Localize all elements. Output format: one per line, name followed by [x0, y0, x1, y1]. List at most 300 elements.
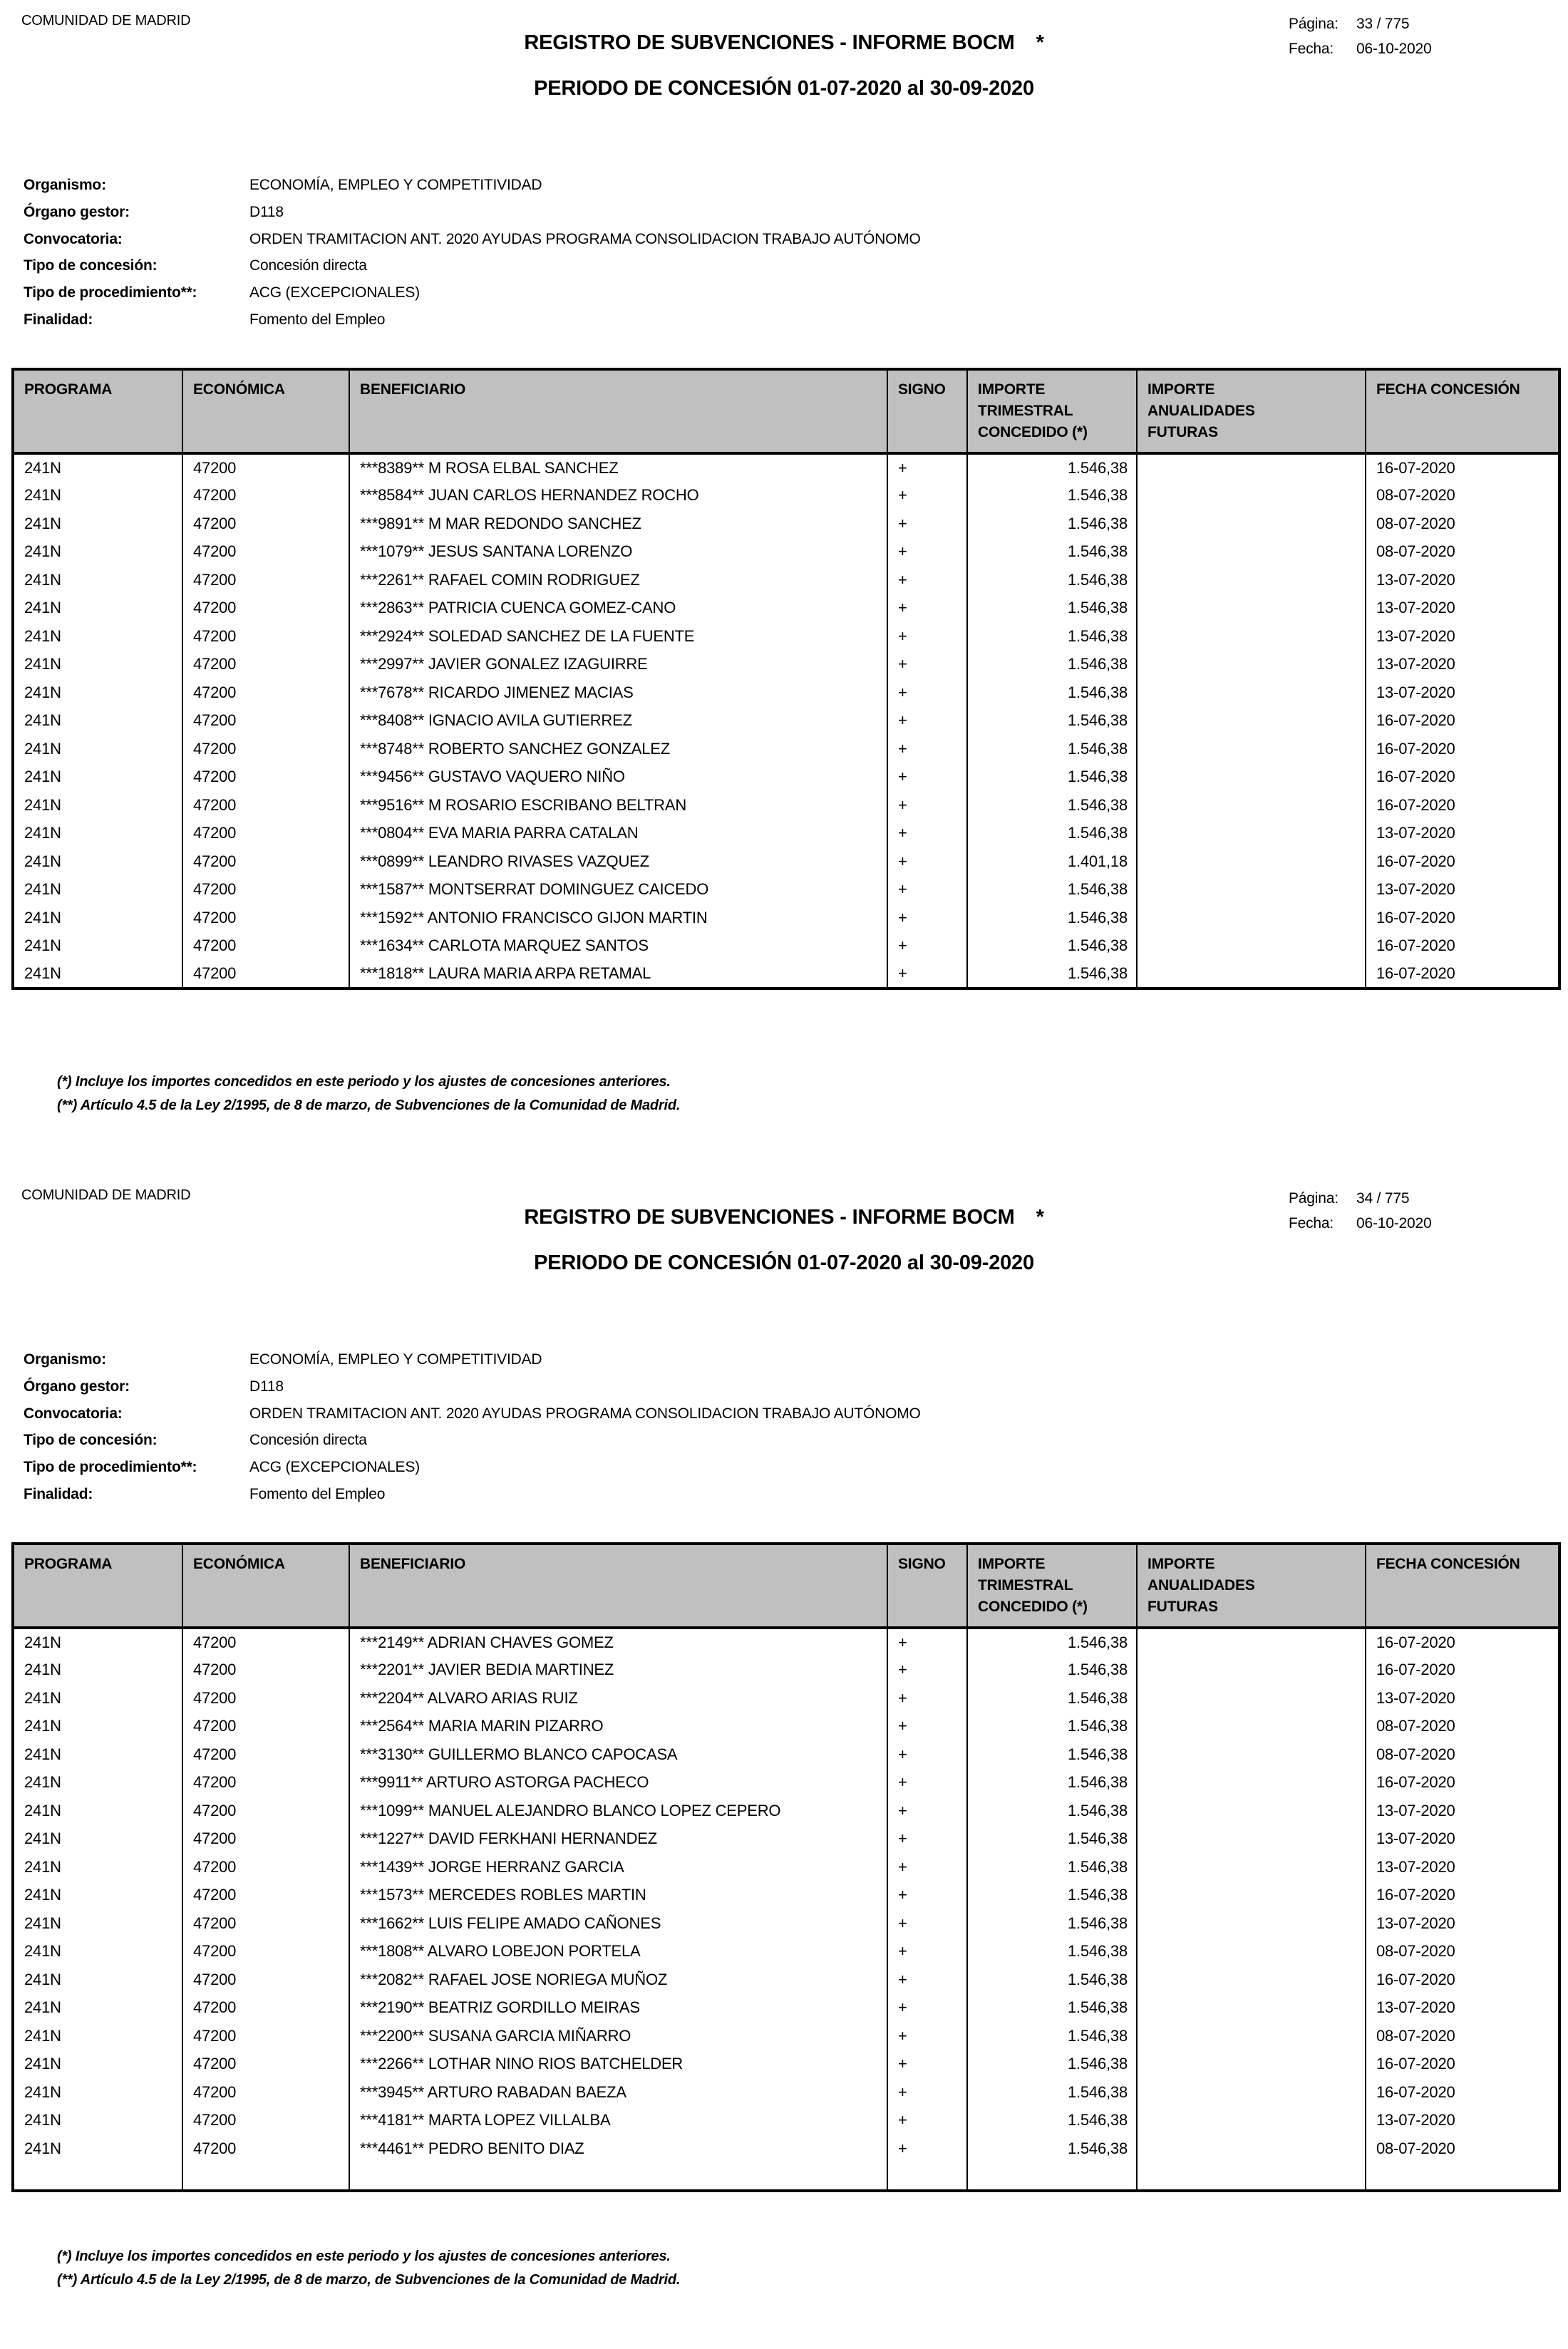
cell-fecha: 16-07-2020: [1366, 1769, 1559, 1797]
cell-importe: 1.546,38: [967, 1966, 1137, 1994]
cell-importe: 1.546,38: [967, 2022, 1137, 2050]
table-row: [13, 707, 1559, 735]
cell-anualidades: [1137, 538, 1366, 567]
cell-importe: 1.546,38: [967, 1684, 1137, 1713]
cell-anualidades: [1137, 707, 1366, 735]
cell-programa: 241N: [24, 1914, 61, 1932]
table-row: [13, 791, 1559, 820]
meta-value: ECONOMÍA, EMPLEO Y COMPETITIVIDAD: [249, 1351, 542, 1368]
cell-beneficiario: ***2997** JAVIER GONALEZ IZAGUIRRE: [349, 651, 887, 679]
table-row: [13, 2107, 1559, 2135]
cell-importe: 1.546,38: [967, 1628, 1137, 1656]
cell-importe: 1.546,38: [967, 2050, 1137, 2079]
cell-beneficiario: ***2201** JAVIER BEDIA MARTINEZ: [349, 1656, 887, 1685]
cell-programa: 241N: [24, 768, 61, 786]
cell-beneficiario: ***2200** SUSANA GARCIA MIÑARRO: [349, 2022, 887, 2050]
column-header-importe-trimestral: IMPORTE TRIMESTRAL CONCEDIDO (*): [967, 369, 1137, 453]
cell-fecha: 16-07-2020: [1366, 904, 1559, 932]
cell-fecha: 16-07-2020: [1366, 707, 1559, 735]
cell-signo: +: [887, 1740, 967, 1769]
meta-value: ACG (EXCEPCIONALES): [249, 284, 420, 301]
page-number-label: Página:: [1289, 1190, 1339, 1207]
cell-programa: 241N: [24, 1745, 61, 1763]
cell-beneficiario: ***1592** ANTONIO FRANCISCO GIJON MARTIN: [349, 904, 887, 932]
cell-beneficiario: ***2924** SOLEDAD SANCHEZ DE LA FUENTE: [349, 622, 887, 651]
table-row: [13, 678, 1559, 707]
cell-economica: 47200: [182, 2078, 349, 2107]
cell-signo: +: [887, 1684, 967, 1713]
table-row: [13, 1825, 1559, 1854]
cell-programa: 241N: [24, 908, 61, 926]
cell-programa: 241N: [24, 2111, 61, 2129]
cell-signo: +: [887, 1825, 967, 1854]
cell-fecha: 16-07-2020: [1366, 847, 1559, 876]
meta-value: Concesión directa: [249, 1432, 367, 1449]
cell-anualidades: [1137, 1825, 1366, 1854]
cell-importe: 1.546,38: [967, 594, 1137, 623]
cell-economica: 47200: [182, 707, 349, 735]
cell-anualidades: [1137, 1740, 1366, 1769]
cell-economica: 47200: [182, 1909, 349, 1938]
grants-table: [11, 368, 1561, 990]
meta-row-organismo: [24, 1351, 921, 1378]
cell-programa: 241N: [24, 852, 61, 870]
cell-beneficiario: ***1662** LUIS FELIPE AMADO CAÑONES: [349, 1909, 887, 1938]
footnotes: [57, 1070, 680, 1117]
cell-signo: +: [887, 510, 967, 538]
table-row: [13, 1994, 1559, 2023]
cell-fecha: 13-07-2020: [1366, 651, 1559, 679]
cell-economica: 47200: [182, 2107, 349, 2135]
cell-economica: [182, 2163, 349, 2191]
cell-signo: +: [887, 847, 967, 876]
cell-anualidades: [1137, 2134, 1366, 2163]
cell-fecha: 13-07-2020: [1366, 2107, 1559, 2135]
cell-fecha: 08-07-2020: [1366, 482, 1559, 510]
cell-programa: 241N: [24, 1857, 61, 1876]
cell-economica: 47200: [182, 791, 349, 820]
cell-importe: 1.546,38: [967, 2134, 1137, 2163]
table-row: [13, 1628, 1559, 1656]
meta-row-tipo-procedimiento: [24, 284, 921, 311]
table-row: [13, 1656, 1559, 1685]
cell-programa: 241N: [24, 655, 61, 673]
title-asterisk: *: [1036, 1206, 1044, 1229]
table-row: [13, 1797, 1559, 1825]
cell-economica: 47200: [182, 2022, 349, 2050]
cell-importe: 1.546,38: [967, 904, 1137, 932]
cell-signo: +: [887, 678, 967, 707]
org-name: COMUNIDAD DE MADRID: [21, 1187, 191, 1203]
table-row: [13, 960, 1559, 988]
column-header-signo: SIGNO: [887, 369, 967, 453]
cell-fecha: 13-07-2020: [1366, 594, 1559, 623]
cell-fecha: 08-07-2020: [1366, 2022, 1559, 2050]
cell-beneficiario: ***0804** EVA MARIA PARRA CATALAN: [349, 820, 887, 848]
cell-fecha: 08-07-2020: [1366, 1713, 1559, 1741]
cell-anualidades: [1137, 1994, 1366, 2023]
meta-label: Órgano gestor:: [24, 1378, 130, 1395]
cell-anualidades: [1137, 1966, 1366, 1994]
table-row: [13, 538, 1559, 567]
cell-importe: 1.546,38: [967, 791, 1137, 820]
cell-signo: +: [887, 2022, 967, 2050]
cell-importe: 1.546,38: [967, 538, 1137, 567]
cell-programa: 241N: [24, 570, 61, 589]
cell-signo: +: [887, 1938, 967, 1966]
table-row: [13, 904, 1559, 932]
cell-signo: +: [887, 1656, 967, 1685]
cell-signo: +: [887, 1881, 967, 1910]
cell-anualidades: [1137, 594, 1366, 623]
column-header-beneficiario: BENEFICIARIO: [349, 1544, 887, 1628]
cell-programa: 241N: [24, 1661, 61, 1679]
cell-fecha: 08-07-2020: [1366, 1938, 1559, 1966]
cell-fecha: 16-07-2020: [1366, 763, 1559, 792]
cell-beneficiario: ***1587** MONTSERRAT DOMINGUEZ CAICEDO: [349, 876, 887, 904]
cell-beneficiario: ***4181** MARTA LOPEZ VILLALBA: [349, 2107, 887, 2135]
cell-fecha: 13-07-2020: [1366, 1684, 1559, 1713]
cell-beneficiario: ***1079** JESUS SANTANA LORENZO: [349, 538, 887, 567]
cell-signo: +: [887, 1797, 967, 1825]
cell-beneficiario: ***9911** ARTURO ASTORGA PACHECO: [349, 1769, 887, 1797]
cell-signo: +: [887, 482, 967, 510]
table-row: [13, 820, 1559, 848]
cell-signo: +: [887, 1853, 967, 1881]
cell-fecha: 16-07-2020: [1366, 735, 1559, 763]
footnotes: [57, 2245, 680, 2292]
meta-row-organo-gestor: [24, 1378, 921, 1405]
cell-fecha: 08-07-2020: [1366, 510, 1559, 538]
cell-beneficiario: ***8584** JUAN CARLOS HERNANDEZ ROCHO: [349, 482, 887, 510]
cell-programa: 241N: [24, 2055, 61, 2073]
cell-importe: 1.546,38: [967, 510, 1137, 538]
column-header-economica: ECONÓMICA: [182, 369, 349, 453]
cell-economica: 47200: [182, 622, 349, 651]
cell-programa: 241N: [24, 1829, 61, 1848]
cell-economica: 47200: [182, 482, 349, 510]
cell-anualidades: [1137, 510, 1366, 538]
cell-importe: 1.546,38: [967, 1656, 1137, 1685]
cell-anualidades: [1137, 2050, 1366, 2079]
cell-anualidades: [1137, 876, 1366, 904]
cell-signo: +: [887, 960, 967, 988]
cell-beneficiario: [349, 2163, 887, 2191]
cell-beneficiario: ***1808** ALVARO LOBEJON PORTELA: [349, 1938, 887, 1966]
cell-signo: +: [887, 622, 967, 651]
cell-economica: 47200: [182, 1994, 349, 2023]
cell-fecha: 16-07-2020: [1366, 1881, 1559, 1910]
table-row: [13, 2022, 1559, 2050]
cell-programa: 241N: [24, 2139, 61, 2157]
cell-fecha: 13-07-2020: [1366, 1853, 1559, 1881]
cell-economica: 47200: [182, 1656, 349, 1685]
cell-programa: 241N: [24, 936, 61, 955]
meta-label: Finalidad:: [24, 311, 93, 328]
cell-anualidades: [1137, 763, 1366, 792]
meta-value: D118: [249, 1378, 284, 1395]
cell-beneficiario: ***8408** IGNACIO AVILA GUTIERREZ: [349, 707, 887, 735]
cell-signo: +: [887, 1628, 967, 1656]
cell-programa: 241N: [24, 1773, 61, 1792]
meta-row-organo-gestor: [24, 204, 921, 231]
cell-anualidades: [1137, 1909, 1366, 1938]
cell-anualidades: [1137, 1797, 1366, 1825]
table-row: [13, 2078, 1559, 2107]
cell-economica: 47200: [182, 1740, 349, 1769]
cell-anualidades: [1137, 1881, 1366, 1910]
cell-economica: 47200: [182, 904, 349, 932]
meta-value: ECONOMÍA, EMPLEO Y COMPETITIVIDAD: [249, 177, 542, 193]
cell-anualidades: [1137, 847, 1366, 876]
cell-anualidades: [1137, 651, 1366, 679]
cell-anualidades: [1137, 904, 1366, 932]
cell-anualidades: [1137, 960, 1366, 988]
cell-signo: +: [887, 735, 967, 763]
column-header-beneficiario: BENEFICIARIO: [349, 369, 887, 453]
cell-economica: 47200: [182, 960, 349, 988]
cell-importe: 1.546,38: [967, 2107, 1137, 2135]
table-row: [13, 2134, 1559, 2163]
cell-economica: 47200: [182, 678, 349, 707]
cell-beneficiario: ***1818** LAURA MARIA ARPA RETAMAL: [349, 960, 887, 988]
cell-importe: 1.546,38: [967, 1825, 1137, 1854]
table-row: [13, 847, 1559, 876]
cell-anualidades: [1137, 453, 1366, 482]
table-header-row: [13, 369, 1559, 453]
cell-beneficiario: ***4461** PEDRO BENITO DIAZ: [349, 2134, 887, 2163]
cell-beneficiario: ***9891** M MAR REDONDO SANCHEZ: [349, 510, 887, 538]
cell-anualidades: [1137, 1684, 1366, 1713]
metadata-block: [24, 1351, 921, 1513]
cell-programa: 241N: [24, 2082, 61, 2101]
cell-programa: 241N: [24, 683, 61, 701]
cell-signo: [887, 2163, 967, 2191]
report-page-33: [0, 0, 1568, 1174]
cell-anualidades: [1137, 1628, 1366, 1656]
cell-programa: 241N: [24, 1801, 61, 1819]
footnote-1: (*) Incluye los importes concedidos en este periodo y los ajustes de concesiones anteriores.: [57, 2249, 671, 2264]
cell-beneficiario: ***8748** ROBERTO SANCHEZ GONZALEZ: [349, 735, 887, 763]
cell-fecha: 13-07-2020: [1366, 622, 1559, 651]
cell-signo: +: [887, 566, 967, 594]
cell-importe: 1.546,38: [967, 1909, 1137, 1938]
cell-fecha: 13-07-2020: [1366, 566, 1559, 594]
cell-fecha: 16-07-2020: [1366, 960, 1559, 988]
cell-economica: 47200: [182, 1769, 349, 1797]
meta-label: Tipo de procedimiento**:: [24, 1459, 197, 1476]
cell-economica: 47200: [182, 847, 349, 876]
cell-fecha: 13-07-2020: [1366, 1797, 1559, 1825]
meta-row-tipo-procedimiento: [24, 1459, 921, 1486]
meta-row-finalidad: [24, 1486, 921, 1513]
cell-economica: 47200: [182, 453, 349, 482]
date-value: 06-10-2020: [1356, 1215, 1432, 1232]
cell-economica: 47200: [182, 594, 349, 623]
table-row: [13, 566, 1559, 594]
cell-importe: 1.546,38: [967, 622, 1137, 651]
cell-fecha: 16-07-2020: [1366, 453, 1559, 482]
column-header-programa: PROGRAMA: [13, 369, 182, 453]
cell-importe: 1.546,38: [967, 1797, 1137, 1825]
cell-anualidades: [1137, 1853, 1366, 1881]
cell-economica: 47200: [182, 510, 349, 538]
cell-programa: 241N: [24, 1942, 61, 1961]
cell-fecha: 13-07-2020: [1366, 876, 1559, 904]
table-row: [13, 453, 1559, 482]
table-row: [13, 763, 1559, 792]
cell-economica: 47200: [182, 651, 349, 679]
column-header-importe-anualidades: IMPORTE ANUALIDADES FUTURAS: [1137, 369, 1366, 453]
cell-programa: 241N: [24, 514, 61, 532]
cell-beneficiario: ***1439** JORGE HERRANZ GARCIA: [349, 1853, 887, 1881]
cell-importe: 1.546,38: [967, 453, 1137, 482]
meta-value: Fomento del Empleo: [249, 1485, 386, 1502]
cell-signo: +: [887, 538, 967, 567]
meta-label: Finalidad:: [24, 1485, 93, 1502]
cell-anualidades: [1137, 932, 1366, 961]
meta-label: Convocatoria:: [24, 230, 123, 247]
cell-economica: 47200: [182, 1713, 349, 1741]
cell-economica: 47200: [182, 2134, 349, 2163]
meta-value: ORDEN TRAMITACION ANT. 2020 AYUDAS PROGRAMA CONSOLIDACION TRABAJO AUTÓNOMO: [249, 1405, 921, 1422]
date-value: 06-10-2020: [1356, 41, 1432, 57]
cell-signo: +: [887, 876, 967, 904]
period-subtitle: PERIODO DE CONCESIÓN 01-07-2020 al 30-09-2020: [534, 77, 1034, 100]
table-row: [13, 932, 1559, 961]
cell-beneficiario: ***9456** GUSTAVO VAQUERO NIÑO: [349, 763, 887, 792]
cell-fecha: 16-07-2020: [1366, 791, 1559, 820]
table-row: [13, 2050, 1559, 2079]
cell-importe: 1.546,38: [967, 1713, 1137, 1741]
cell-fecha: 16-07-2020: [1366, 1656, 1559, 1685]
meta-label: Tipo de concesión:: [24, 1432, 158, 1449]
cell-anualidades: [1137, 1713, 1366, 1741]
table-row: [13, 1909, 1559, 1938]
cell-anualidades: [1137, 678, 1366, 707]
table-row: [13, 510, 1559, 538]
cell-anualidades: [1137, 566, 1366, 594]
column-header-importe-anualidades: IMPORTE ANUALIDADES FUTURAS: [1137, 1544, 1366, 1628]
cell-anualidades: [1137, 622, 1366, 651]
report-title-row: [0, 31, 1568, 55]
cell-fecha: 08-07-2020: [1366, 538, 1559, 567]
meta-row-convocatoria: [24, 231, 921, 258]
cell-programa: 241N: [24, 626, 61, 645]
cell-economica: 47200: [182, 735, 349, 763]
table-row: [13, 651, 1559, 679]
table-row: [13, 735, 1559, 763]
cell-importe: 1.546,38: [967, 482, 1137, 510]
cell-beneficiario: ***2149** ADRIAN CHAVES GOMEZ: [349, 1628, 887, 1656]
cell-importe: 1.546,38: [967, 678, 1137, 707]
cell-fecha: 16-07-2020: [1366, 1628, 1559, 1656]
meta-row-finalidad: [24, 311, 921, 339]
cell-economica: 47200: [182, 1825, 349, 1854]
cell-fecha: [1366, 2163, 1559, 2191]
cell-economica: 47200: [182, 932, 349, 961]
cell-importe: 1.546,38: [967, 566, 1137, 594]
cell-importe: 1.546,38: [967, 1881, 1137, 1910]
column-header-economica: ECONÓMICA: [182, 1544, 349, 1628]
cell-importe: 1.546,38: [967, 1740, 1137, 1769]
table-row: [13, 1938, 1559, 1966]
cell-beneficiario: ***9516** M ROSARIO ESCRIBANO BELTRAN: [349, 791, 887, 820]
cell-economica: 47200: [182, 538, 349, 567]
column-header-fecha-concesion: FECHA CONCESIÓN: [1366, 369, 1559, 453]
cell-beneficiario: ***2082** RAFAEL JOSE NORIEGA MUÑOZ: [349, 1966, 887, 1994]
cell-signo: +: [887, 453, 967, 482]
cell-economica: 47200: [182, 1881, 349, 1910]
table-row: [13, 1740, 1559, 1769]
cell-fecha: 13-07-2020: [1366, 1909, 1559, 1938]
cell-signo: +: [887, 2078, 967, 2107]
cell-anualidades: [1137, 482, 1366, 510]
cell-economica: 47200: [182, 1797, 349, 1825]
table-row: [13, 622, 1559, 651]
cell-fecha: 16-07-2020: [1366, 932, 1559, 961]
cell-anualidades: [1137, 1656, 1366, 1685]
cell-beneficiario: ***3130** GUILLERMO BLANCO CAPOCASA: [349, 1740, 887, 1769]
cell-programa: 241N: [24, 1688, 61, 1707]
table-spacer-row: [13, 2163, 1559, 2191]
title-asterisk: *: [1036, 31, 1044, 54]
cell-programa: 241N: [24, 711, 61, 730]
cell-importe: 1.546,38: [967, 763, 1137, 792]
report-title-row: [0, 1206, 1568, 1229]
cell-economica: 47200: [182, 1966, 349, 1994]
table-row: [13, 1853, 1559, 1881]
cell-importe: 1.546,38: [967, 651, 1137, 679]
cell-programa: 241N: [24, 458, 61, 477]
cell-programa: 241N: [24, 542, 61, 561]
meta-value: ACG (EXCEPCIONALES): [249, 1459, 420, 1476]
cell-programa: 241N: [24, 1633, 61, 1651]
cell-signo: +: [887, 763, 967, 792]
cell-economica: 47200: [182, 566, 349, 594]
cell-signo: +: [887, 932, 967, 961]
cell-importe: 1.546,38: [967, 1994, 1137, 2023]
cell-signo: +: [887, 904, 967, 932]
cell-importe: 1.546,38: [967, 707, 1137, 735]
meta-row-tipo-concesion: [24, 1432, 921, 1459]
cell-programa: 241N: [24, 599, 61, 617]
cell-economica: 47200: [182, 876, 349, 904]
cell-fecha: 13-07-2020: [1366, 1825, 1559, 1854]
cell-economica: 47200: [182, 820, 349, 848]
cell-importe: 1.546,38: [967, 2078, 1137, 2107]
table-row: [13, 1769, 1559, 1797]
org-name: COMUNIDAD DE MADRID: [21, 13, 191, 29]
cell-signo: +: [887, 594, 967, 623]
cell-importe: 1.546,38: [967, 932, 1137, 961]
cell-beneficiario: ***7678** RICARDO JIMENEZ MACIAS: [349, 678, 887, 707]
cell-signo: +: [887, 651, 967, 679]
cell-signo: +: [887, 1909, 967, 1938]
column-header-signo: SIGNO: [887, 1544, 967, 1628]
table-row: [13, 482, 1559, 510]
cell-anualidades: [1137, 2022, 1366, 2050]
cell-beneficiario: ***2564** MARIA MARIN PIZARRO: [349, 1713, 887, 1741]
cell-beneficiario: ***0899** LEANDRO RIVASES VAZQUEZ: [349, 847, 887, 876]
meta-label: Organismo:: [24, 177, 106, 193]
cell-anualidades: [1137, 735, 1366, 763]
footnote-2: (**) Artículo 4.5 de la Ley 2/1995, de 8 de marzo, de Subvenciones de la Comunidad de Madrid.: [57, 1098, 681, 1113]
cell-programa: 241N: [24, 2026, 61, 2045]
cell-signo: +: [887, 707, 967, 735]
date-label: Fecha:: [1289, 41, 1334, 57]
cell-importe: 1.546,38: [967, 876, 1137, 904]
